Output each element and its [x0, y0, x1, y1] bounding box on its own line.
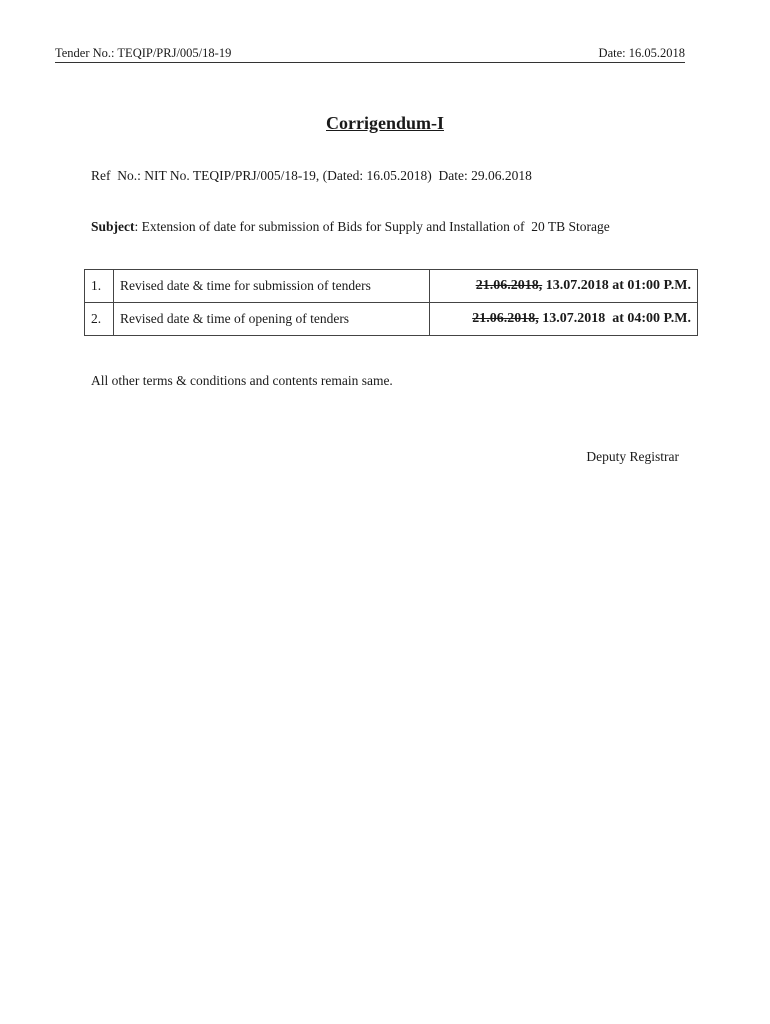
- row-number: 2.: [85, 303, 114, 336]
- page-title: Corrigendum-I: [326, 113, 444, 133]
- old-date-struck: 21.06.2018,: [472, 311, 539, 326]
- new-date: 13.07.2018 at 01:00 P.M.: [542, 278, 691, 293]
- document-header: [55, 46, 685, 63]
- subject-label: Subject: [91, 219, 135, 234]
- row-description: Revised date & time of opening of tenders: [114, 303, 430, 336]
- table-row: [85, 303, 698, 336]
- tender-number: Tender No.: TEQIP/PRJ/005/18-19: [55, 46, 232, 60]
- subject-text: : Extension of date for submission of Bids for Supply and Installation of 20 TB Storage: [134, 219, 610, 234]
- header-date: Date: 16.05.2018: [598, 46, 685, 60]
- subject-line: [91, 219, 610, 235]
- new-date: 13.07.2018 at 04:00 P.M.: [538, 311, 691, 326]
- signatory: Deputy Registrar: [586, 449, 679, 464]
- reference-line: Ref No.: NIT No. TEQIP/PRJ/005/18-19, (Dated: 16.05.2018) Date: 29.06.2018: [91, 168, 532, 183]
- table-row: [85, 270, 698, 303]
- terms-note: All other terms & conditions and contents remain same.: [91, 373, 393, 388]
- row-description: Revised date & time for submission of tenders: [114, 270, 430, 303]
- old-date-struck: 21.06.2018,: [475, 278, 543, 293]
- row-revised-value: [430, 303, 698, 336]
- row-number: 1.: [85, 270, 114, 303]
- row-revised-value: [430, 270, 698, 303]
- revision-table: [84, 269, 698, 336]
